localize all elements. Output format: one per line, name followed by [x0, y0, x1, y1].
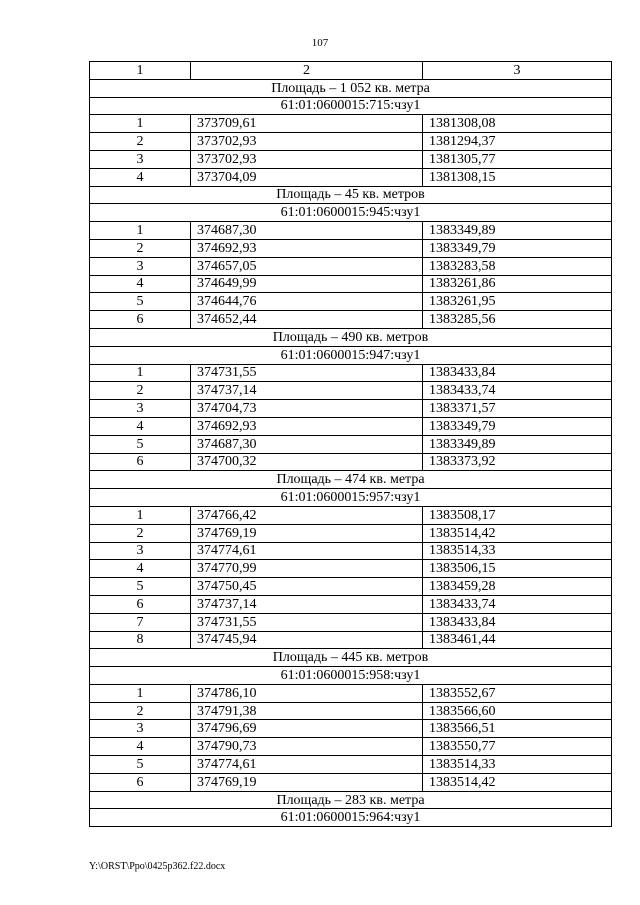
point-number: 8 [90, 631, 191, 649]
coordinate-y: 1383514,42 [423, 773, 612, 791]
coordinate-y: 1383373,92 [423, 453, 612, 471]
coordinate-y: 1383552,67 [423, 684, 612, 702]
coordinate-x: 373704,09 [191, 168, 423, 186]
area-row [90, 791, 612, 809]
point-number: 4 [90, 560, 191, 578]
coordinate-x: 374790,73 [191, 738, 423, 756]
table-row [90, 222, 612, 240]
coordinate-x: 374687,30 [191, 435, 423, 453]
coordinate-x: 374791,38 [191, 702, 423, 720]
table-row [90, 239, 612, 257]
footer-file-path: Y:\ORST\Ppo\0425p362.f22.docx [89, 861, 226, 872]
coordinate-x: 374700,32 [191, 453, 423, 471]
coordinate-x: 374750,45 [191, 578, 423, 596]
area-label: Площадь – 474 кв. метра [90, 471, 612, 489]
point-number: 6 [90, 773, 191, 791]
point-number: 2 [90, 239, 191, 257]
point-number: 2 [90, 524, 191, 542]
coordinate-x: 374644,76 [191, 293, 423, 311]
point-number: 3 [90, 257, 191, 275]
area-label: Площадь – 283 кв. метра [90, 791, 612, 809]
point-number: 3 [90, 720, 191, 738]
coordinate-y: 1383566,51 [423, 720, 612, 738]
coordinate-x: 374770,99 [191, 560, 423, 578]
table-row [90, 364, 612, 382]
coordinate-y: 1383508,17 [423, 506, 612, 524]
cadastral-number: 61:01:0600015:957:чзу1 [90, 489, 612, 507]
point-number: 2 [90, 133, 191, 151]
table-row [90, 115, 612, 133]
coordinate-x: 374692,93 [191, 239, 423, 257]
coordinate-x: 374657,05 [191, 257, 423, 275]
cadastral-row [90, 809, 612, 827]
point-number: 2 [90, 382, 191, 400]
table-row [90, 613, 612, 631]
header-cell-1: 1 [90, 62, 191, 80]
point-number: 4 [90, 417, 191, 435]
coordinate-y: 1383461,44 [423, 631, 612, 649]
table-row [90, 720, 612, 738]
coordinates-table [89, 61, 612, 827]
area-row [90, 186, 612, 204]
point-number: 4 [90, 275, 191, 293]
coordinate-y: 1383349,89 [423, 435, 612, 453]
table-row [90, 417, 612, 435]
coordinate-x: 374737,14 [191, 595, 423, 613]
coordinate-y: 1381308,08 [423, 115, 612, 133]
coordinate-y: 1383566,60 [423, 702, 612, 720]
cadastral-row [90, 346, 612, 364]
point-number: 1 [90, 364, 191, 382]
point-number: 6 [90, 311, 191, 329]
coordinate-y: 1383285,56 [423, 311, 612, 329]
point-number: 1 [90, 115, 191, 133]
table-body [90, 62, 612, 827]
point-number: 4 [90, 168, 191, 186]
coordinate-x: 373709,61 [191, 115, 423, 133]
point-number: 3 [90, 150, 191, 168]
coordinate-y: 1383349,79 [423, 417, 612, 435]
point-number: 5 [90, 756, 191, 774]
table-row [90, 435, 612, 453]
table-row [90, 400, 612, 418]
table-row [90, 631, 612, 649]
coordinate-y: 1383550,77 [423, 738, 612, 756]
cadastral-number: 61:01:0600015:958:чзу1 [90, 667, 612, 685]
point-number: 1 [90, 222, 191, 240]
table-row [90, 756, 612, 774]
coordinate-y: 1383514,42 [423, 524, 612, 542]
area-row [90, 328, 612, 346]
table-row [90, 168, 612, 186]
coordinate-x: 374704,73 [191, 400, 423, 418]
coordinate-x: 374769,19 [191, 773, 423, 791]
cadastral-number: 61:01:0600015:715:чзу1 [90, 97, 612, 115]
coordinate-y: 1383433,74 [423, 595, 612, 613]
table-row [90, 578, 612, 596]
point-number: 3 [90, 400, 191, 418]
table-row [90, 524, 612, 542]
table-row [90, 702, 612, 720]
cadastral-row [90, 667, 612, 685]
point-number: 6 [90, 453, 191, 471]
coordinate-x: 374774,61 [191, 542, 423, 560]
point-number: 7 [90, 613, 191, 631]
table-row [90, 257, 612, 275]
table-row [90, 150, 612, 168]
table-row [90, 293, 612, 311]
coordinate-x: 374774,61 [191, 756, 423, 774]
coordinate-y: 1383283,58 [423, 257, 612, 275]
coordinate-y: 1383514,33 [423, 542, 612, 560]
coordinate-x: 374692,93 [191, 417, 423, 435]
cadastral-row [90, 489, 612, 507]
area-row [90, 79, 612, 97]
coordinate-y: 1383261,95 [423, 293, 612, 311]
cadastral-row [90, 204, 612, 222]
coordinate-x: 374649,99 [191, 275, 423, 293]
cadastral-row [90, 97, 612, 115]
area-label: Площадь – 490 кв. метров [90, 328, 612, 346]
table-row [90, 453, 612, 471]
coordinate-x: 374687,30 [191, 222, 423, 240]
table-row [90, 542, 612, 560]
area-label: Площадь – 1 052 кв. метра [90, 79, 612, 97]
cadastral-number: 61:01:0600015:947:чзу1 [90, 346, 612, 364]
coordinate-y: 1383459,28 [423, 578, 612, 596]
coordinate-y: 1383433,74 [423, 382, 612, 400]
coordinate-x: 374737,14 [191, 382, 423, 400]
coordinate-y: 1383433,84 [423, 613, 612, 631]
coordinate-y: 1381305,77 [423, 150, 612, 168]
coordinate-x: 374766,42 [191, 506, 423, 524]
coordinate-x: 374731,55 [191, 364, 423, 382]
point-number: 2 [90, 702, 191, 720]
point-number: 5 [90, 435, 191, 453]
header-row [90, 62, 612, 80]
point-number: 4 [90, 738, 191, 756]
coordinate-x: 374731,55 [191, 613, 423, 631]
point-number: 5 [90, 293, 191, 311]
header-cell-3: 3 [423, 62, 612, 80]
area-label: Площадь – 45 кв. метров [90, 186, 612, 204]
point-number: 5 [90, 578, 191, 596]
coordinate-y: 1381308,15 [423, 168, 612, 186]
table-row [90, 560, 612, 578]
table-row [90, 773, 612, 791]
coordinate-x: 374652,44 [191, 311, 423, 329]
point-number: 1 [90, 684, 191, 702]
coordinate-y: 1383514,33 [423, 756, 612, 774]
table-row [90, 311, 612, 329]
point-number: 3 [90, 542, 191, 560]
coordinate-y: 1383349,79 [423, 239, 612, 257]
table-row [90, 738, 612, 756]
cadastral-number: 61:01:0600015:945:чзу1 [90, 204, 612, 222]
area-row [90, 649, 612, 667]
table-row [90, 382, 612, 400]
table-row [90, 684, 612, 702]
coordinate-y: 1383349,89 [423, 222, 612, 240]
area-label: Площадь – 445 кв. метров [90, 649, 612, 667]
table-row [90, 595, 612, 613]
point-number: 1 [90, 506, 191, 524]
coordinate-x: 374796,69 [191, 720, 423, 738]
table-row [90, 275, 612, 293]
table-row [90, 133, 612, 151]
table-row [90, 506, 612, 524]
coordinate-x: 374769,19 [191, 524, 423, 542]
header-cell-2: 2 [191, 62, 423, 80]
page-number: 107 [311, 37, 329, 49]
coordinate-y: 1383261,86 [423, 275, 612, 293]
point-number: 6 [90, 595, 191, 613]
coordinate-x: 373702,93 [191, 133, 423, 151]
coordinate-y: 1381294,37 [423, 133, 612, 151]
coordinate-y: 1383506,15 [423, 560, 612, 578]
cadastral-number: 61:01:0600015:964:чзу1 [90, 809, 612, 827]
coordinate-x: 374745,94 [191, 631, 423, 649]
coordinate-y: 1383433,84 [423, 364, 612, 382]
area-row [90, 471, 612, 489]
coordinate-y: 1383371,57 [423, 400, 612, 418]
coordinate-x: 374786,10 [191, 684, 423, 702]
coordinate-x: 373702,93 [191, 150, 423, 168]
